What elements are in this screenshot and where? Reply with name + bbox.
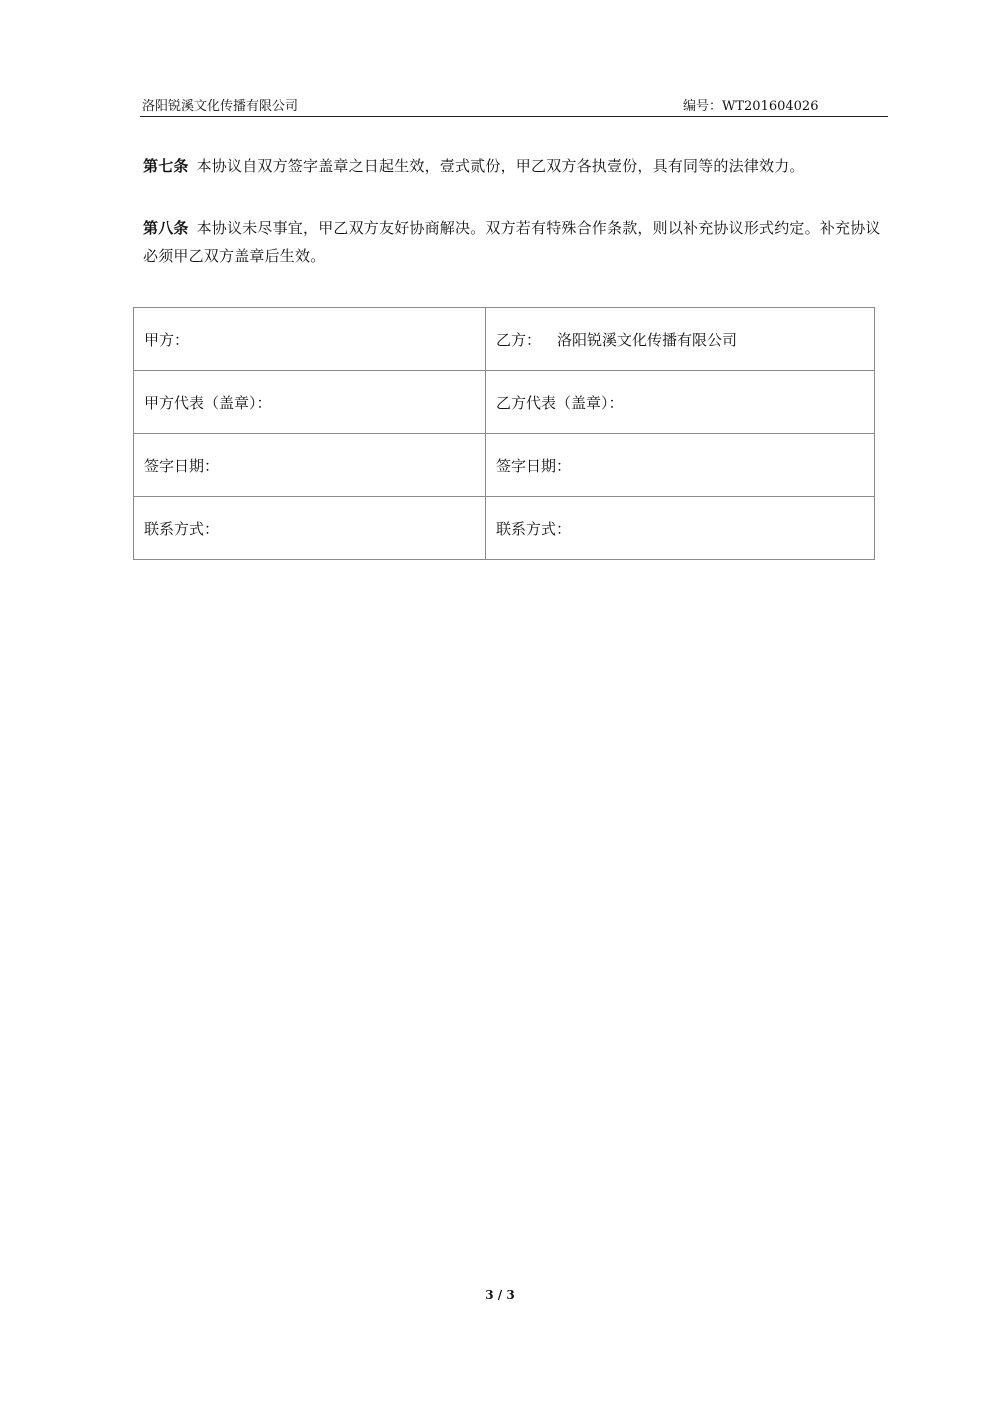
article-7 [143, 152, 891, 180]
article-8 [143, 214, 889, 270]
party-a-cell [134, 308, 486, 371]
article-number: 第八条 [143, 219, 189, 237]
party-b-company: 洛阳锐溪文化传播有限公司 [557, 330, 738, 349]
party-a-sign-date-cell [134, 434, 486, 497]
page-header [140, 94, 888, 117]
page-number: 3 / 3 [485, 1288, 515, 1302]
party-b-representative-label: 乙方代表（盖章）： [496, 393, 624, 412]
party-a-contact-cell [134, 497, 486, 560]
table-row [134, 308, 875, 371]
party-a-contact-label: 联系方式： [144, 519, 220, 538]
party-b-label: 乙方： [496, 330, 542, 349]
party-b-representative-cell [486, 371, 875, 434]
header-document-number: 编号：WT201604026 [683, 99, 819, 114]
party-a-representative-label: 甲方代表（盖章）： [144, 393, 272, 412]
table-row [134, 497, 875, 560]
party-b-sign-date-cell [486, 434, 875, 497]
table-row [134, 434, 875, 497]
party-a-sign-date-label: 签字日期： [144, 456, 220, 475]
party-a-label: 甲方： [144, 330, 190, 349]
signature-table [133, 307, 875, 560]
article-text: 本协议自双方签字盖章之日起生效，壹式贰份，甲乙双方各执壹份，具有同等的法律效力。 [196, 157, 805, 175]
article-number: 第七条 [143, 157, 189, 175]
party-b-cell [486, 308, 875, 371]
article-text: 本协议未尽事宜，甲乙双方友好协商解决。双方若有特殊合作条款，则以补充协议形式约定。补充协议必须甲乙双方盖章后生效。 [143, 219, 881, 265]
party-b-contact-label: 联系方式： [496, 519, 572, 538]
party-b-sign-date-label: 签字日期： [496, 456, 572, 475]
party-b-contact-cell [486, 497, 875, 560]
party-a-representative-cell [134, 371, 486, 434]
table-row [134, 371, 875, 434]
header-company-name: 洛阳锐溪文化传播有限公司 [142, 99, 299, 114]
